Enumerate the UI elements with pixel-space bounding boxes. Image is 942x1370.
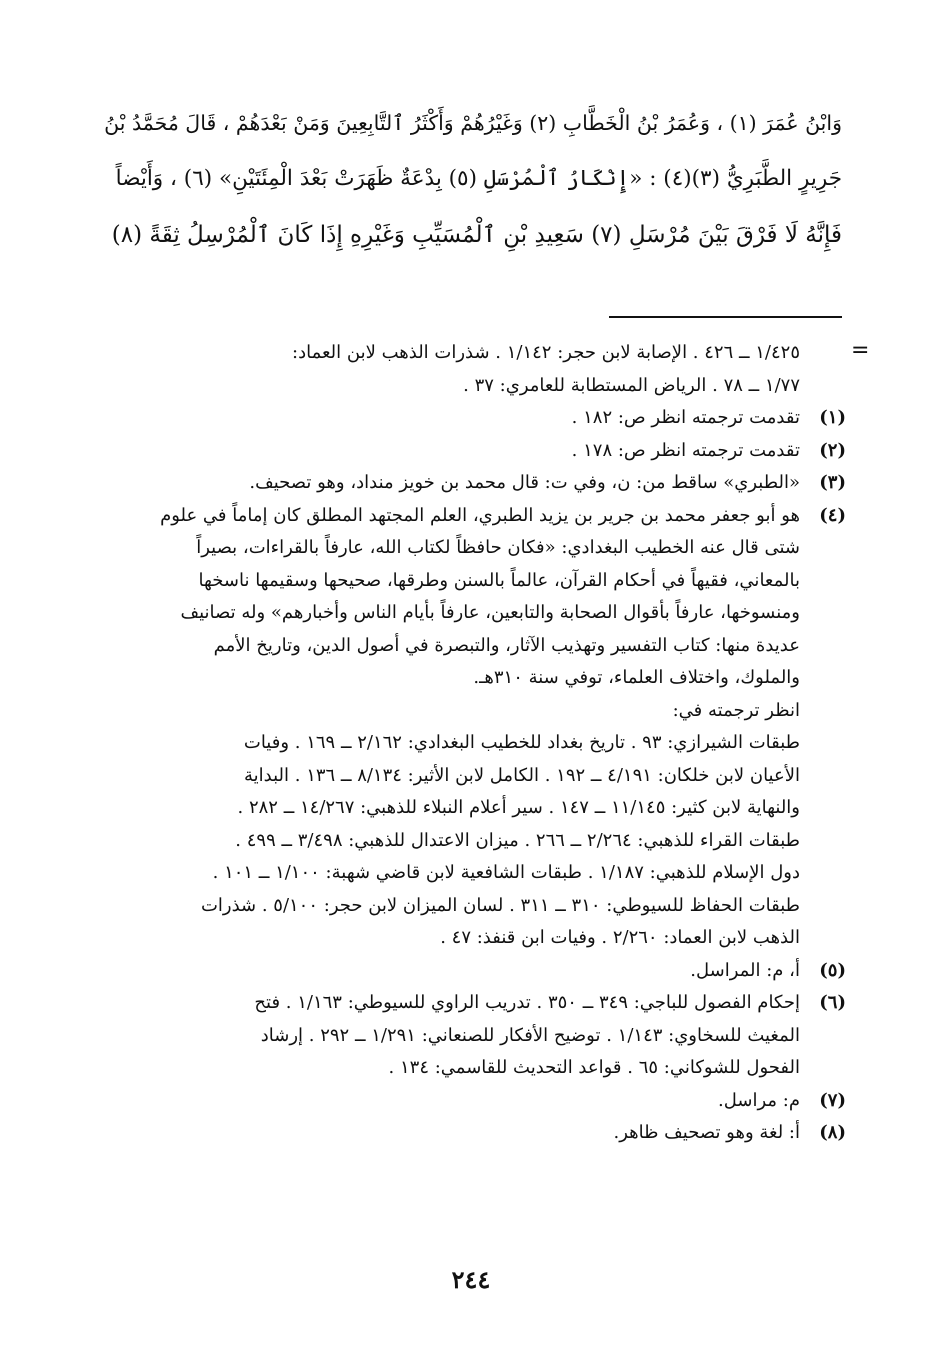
- footnote-5: [101, 955, 846, 988]
- footnote-line: طبقات القراء للذهبي: ٢/٢٦٤ ــ ٢٦٦ . ميزان الاعتدال للذهبي: ٣/٤٩٨ ــ ٤٩٩ .: [235, 829, 800, 851]
- footnotes: [101, 337, 846, 1150]
- footnote-4-continuation: [101, 532, 846, 955]
- footnote-line: الذهب لابن العماد: ٢/٢٦٠ . وفيات ابن قنفذ: ٤٧ .: [440, 927, 800, 948]
- footnote-body: [101, 955, 800, 988]
- footnote-number: (٦): [819, 992, 846, 1013]
- footnote-body: [101, 402, 800, 435]
- main-text-line: وَابْنُ عُمَرَ (١) ، وَعُمَرُ بْنُ الْخَطَّابِ (٢) وَغَيْرُهُمْ وَأَكْثَرُ ٱلتَّابِعِينَ وَمَنْ بَعْدَهُمْ ، قَالَ مُحَمَّدُ بْنُ: [104, 111, 842, 135]
- main-text-line: فَإِنَّهُ لَا فَرْقَ بَيْنَ مُرْسَلِ (٧) سَعِيدِ بْنِ ٱلْمُسَيِّبِ وَغَيْرِهِ إِذَا كَانَ ٱلْمُرْسِلُ ثِقَةً (٨): [111, 222, 842, 248]
- footnote-line: طبقات الشيرازي: ٩٣ . تاريخ بغداد للخطيب البغدادي: ٢/١٦٢ ــ ١٦٩ . وفيات: [243, 732, 800, 753]
- footnote-line: ١/٧٧ ــ ٧٨ . الرياض المستطابة للعامري: ٣٧ .: [463, 374, 800, 396]
- footnote-continuation-marker: =: [851, 338, 870, 363]
- footnote-1: [101, 402, 846, 435]
- footnote-body: [101, 500, 800, 533]
- footnote-continuation: [101, 337, 846, 402]
- footnote-6-continuation: [101, 1020, 846, 1085]
- footnote-number: (١): [819, 407, 846, 428]
- footnote-line: المغيث للسخاوي: ١/١٤٣ . توضيح الأفكار للصنعاني: ١/٢٩١ ــ ٢٩٢ . إرشاد: [260, 1024, 800, 1046]
- footnote-line: دول الإسلام للذهبي: ١/١٨٧ . طبقات الشافعية لابن قاضي شهبة: ١/١٠٠ ــ ١٠١ .: [212, 862, 800, 883]
- footnote-line: هو أبو جعفر محمد بن جرير بن يزيد الطبري، العلم المجتهد المطلق كان إماماً في علوم: [160, 504, 800, 526]
- footnote-6: [101, 987, 846, 1020]
- footnote-line: والنهاية لابن كثير: ١١/١٤٥ ــ ١٤٧ . سير أعلام النبلاء للذهبي: ١٤/٢٦٧ ــ ٢٨٢ .: [237, 797, 800, 818]
- footnote-4: [101, 500, 846, 533]
- footnote-separator: [609, 316, 842, 318]
- footnote-line: إحكام الفصول للباجي: ٣٤٩ ــ ٣٥٠ . تدريب الراوي للسيوطي: ١/١٦٣ . فتح: [254, 992, 800, 1013]
- footnote-number: (٢): [819, 439, 846, 461]
- footnote-body: [101, 1117, 800, 1150]
- main-text: [102, 95, 842, 263]
- footnote-number: (٧): [819, 1089, 846, 1111]
- footnote-line: طبقات الحفاظ للسيوطي: ٣١٠ ــ ٣١١ . لسان الميزان لابن حجر: ٥/١٠٠ . شذرات: [200, 894, 800, 916]
- footnote-line: شتى قال عنه الخطيب البغدادي: «فكان حافظاً لكتاب الله، عارفاً بالقراءات، بصيراً: [196, 537, 800, 558]
- footnote-line: أ: لغة وهو تصحيف ظاهر.: [613, 1122, 800, 1143]
- footnote-line: الأعيان لابن خلكان: ٤/١٩١ ــ ١٩٢ . الكامل لابن الأثير: ٨/١٣٤ ــ ١٣٦ . البداية: [243, 764, 800, 786]
- footnote-line: ومنسوخها، عارفاً بأقوال الصحابة والتابعين، عارفاً بأيام الناس وأخبارهم» وله تصانيف: [180, 602, 800, 623]
- footnote-line: أ، م: المراسل.: [690, 959, 800, 981]
- footnote-line: انظر ترجمته في:: [672, 699, 800, 721]
- footnote-body: [101, 987, 800, 1020]
- footnote-3: [101, 467, 846, 500]
- footnote-8: [101, 1117, 846, 1150]
- footnote-line: بالمعاني، فقيهاً في أحكام القرآن، عالماً بالسنن وطرقها، صحيحها وسقيمها ناسخها: [198, 569, 800, 591]
- main-text-line: جَرِيرٍ الطَّبَرِيُّ (٣)(٤) : «إِنْكَارُ ٱلْمُرْسَلِ (٥) بِدْعَةٌ ظَهَرَتْ بَعْدَ الْمِئَتَيْنِ» (٦) ، وَأَيْضاً: [115, 166, 842, 191]
- footnote-body: [101, 435, 800, 468]
- footnote-body: [101, 467, 800, 500]
- footnote-line: الفحول للشوكاني: ٦٥ . قواعد التحديث للقاسمي: ١٣٤ .: [388, 1057, 800, 1078]
- footnote-line: تقدمت ترجمته انظر ص: ١٨٢ .: [571, 407, 800, 428]
- footnote-number: (٨): [819, 1122, 846, 1143]
- footnote-7: [101, 1085, 846, 1118]
- footnote-line: ١/٤٢٥ ــ ٤٢٦ . الإصابة لابن حجر: ١/١٤٢ . شذرات الذهب لابن العماد:: [292, 342, 800, 363]
- footnote-line: «الطبري» ساقط من: ن، وفي ت: قال محمد بن خويز منداد، وهو تصحيف.: [249, 472, 800, 493]
- footnote-line: عديدة منها: كتاب التفسير وتهذيب الآثار، والتبصرة في أصول الدين، وتاريخ الأمم: [213, 634, 800, 656]
- footnote-number: (٥): [819, 959, 846, 981]
- footnote-line: م: مراسل.: [718, 1089, 800, 1111]
- footnote-line: والملوك، واختلاف العلماء، توفي سنة ٣١٠هـ.: [473, 667, 800, 688]
- footnote-number: (٣): [819, 472, 846, 493]
- footnote-number: (٤): [819, 504, 846, 526]
- footnote-2: [101, 435, 846, 468]
- footnote-body: [101, 1085, 800, 1118]
- page-number: ٢٤٤: [451, 1265, 491, 1294]
- footnote-line: تقدمت ترجمته انظر ص: ١٧٨ .: [571, 439, 800, 461]
